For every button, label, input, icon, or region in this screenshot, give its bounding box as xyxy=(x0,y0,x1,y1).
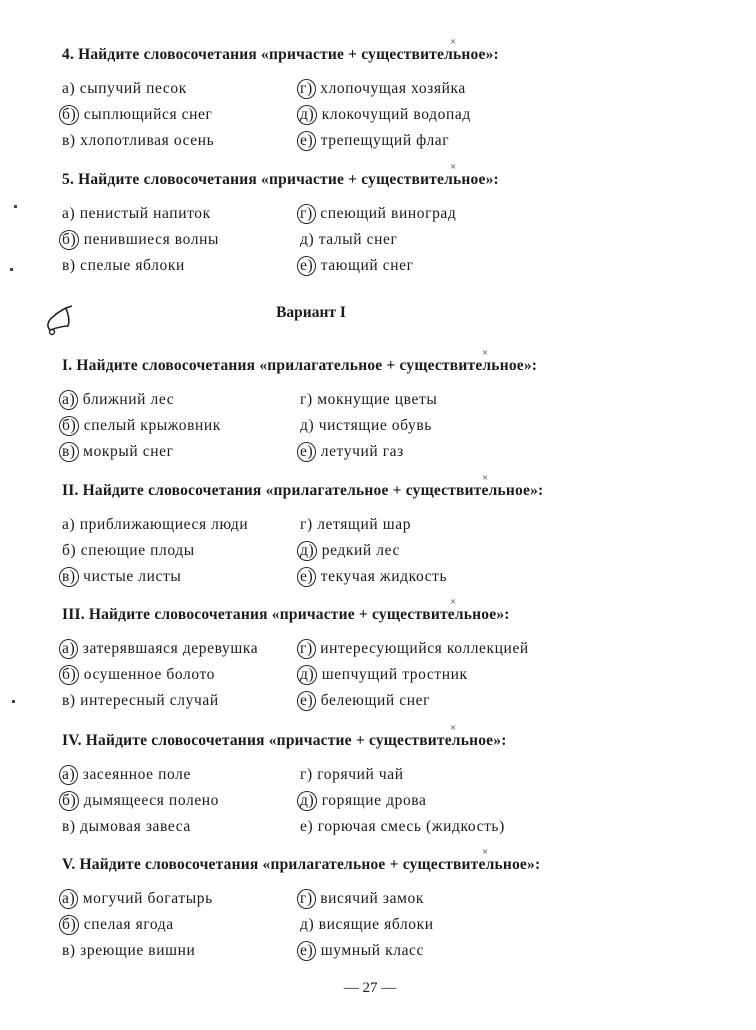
answer-row xyxy=(62,762,582,788)
circled-option-letter: в) xyxy=(59,442,79,462)
handwritten-x-mark-icon: × xyxy=(450,161,457,173)
option-text: текучая жидкость xyxy=(320,568,448,585)
answer-row xyxy=(62,439,582,465)
option-text: белеющий снег xyxy=(320,692,431,709)
option-text: дымовая завеса xyxy=(80,818,191,835)
option-text: ближний лес xyxy=(82,391,175,408)
option-text: осушенное болото xyxy=(83,666,216,683)
circled-option-letter: г) xyxy=(297,79,316,99)
option-text: висящие яблоки xyxy=(318,916,434,933)
option-letter: в) xyxy=(62,942,76,959)
answer-option[interactable] xyxy=(300,201,456,227)
answer-row xyxy=(62,387,582,413)
exercise-section xyxy=(62,347,582,465)
answer-option[interactable] xyxy=(300,512,411,538)
answer-row xyxy=(62,538,582,564)
variant-title: Вариант I xyxy=(276,304,346,321)
answer-option[interactable] xyxy=(300,814,505,840)
option-text: горячий чай xyxy=(317,766,404,783)
circled-option-letter: б) xyxy=(59,416,79,436)
answer-row xyxy=(62,201,582,227)
answer-option[interactable] xyxy=(62,788,219,814)
answer-option[interactable] xyxy=(300,253,414,279)
option-text: редкий лес xyxy=(321,542,400,559)
exercise-heading-text: II. Найдите словосочетания «прилагательное + существительное»: xyxy=(62,482,544,499)
option-text: хлопочущая хозяйка xyxy=(320,80,466,97)
answer-row xyxy=(62,253,582,279)
answer-option[interactable] xyxy=(300,413,432,439)
answer-row xyxy=(62,128,582,154)
exercise-heading xyxy=(62,161,582,192)
circled-option-letter: а) xyxy=(59,889,78,909)
option-text: висячий замок xyxy=(320,890,424,907)
answer-option[interactable] xyxy=(62,201,211,227)
circled-option-letter: б) xyxy=(59,915,79,935)
exercise-heading-text: V. Найдите словосочетания «прилагательное + существительное»: xyxy=(62,856,541,873)
answer-option[interactable] xyxy=(62,938,195,964)
option-text: дымящееся полено xyxy=(83,792,220,809)
option-text: сыплющийся снег xyxy=(83,106,213,123)
option-text: интересный случай xyxy=(80,692,219,709)
circled-option-letter: г) xyxy=(297,639,316,659)
option-text: приближающиеся люди xyxy=(79,516,249,533)
answer-option[interactable] xyxy=(300,886,424,912)
circled-option-letter: б) xyxy=(59,791,79,811)
exercise-heading-text: 5. Найдите словосочетания «причастие + существительное»: xyxy=(62,171,499,188)
circled-option-letter: а) xyxy=(59,639,78,659)
option-text: клокочущий водопад xyxy=(321,106,471,123)
option-text: шумный класс xyxy=(320,942,425,959)
answer-row xyxy=(62,76,582,102)
answer-row xyxy=(62,662,582,688)
answer-option[interactable] xyxy=(62,662,215,688)
answer-option[interactable] xyxy=(62,814,191,840)
answer-row xyxy=(62,938,582,964)
handwritten-x-mark-icon: × xyxy=(482,846,489,858)
option-text: спелая ягода xyxy=(83,916,174,933)
option-text: талый снег xyxy=(318,231,398,248)
option-text: летящий шар xyxy=(317,516,412,533)
answer-row xyxy=(62,912,582,938)
answer-option[interactable] xyxy=(62,512,248,538)
handwritten-x-mark-icon: × xyxy=(450,36,457,48)
circled-option-letter: а) xyxy=(59,390,78,410)
answer-option[interactable] xyxy=(62,128,214,154)
option-letter: д) xyxy=(300,916,315,933)
option-letter: д) xyxy=(300,231,315,248)
exercise-heading-text: III. Найдите словосочетания «причастие + существительное»: xyxy=(62,606,510,623)
answer-row xyxy=(62,688,582,714)
scan-speck xyxy=(12,700,15,703)
option-text: спеющий виноград xyxy=(320,205,457,222)
option-text: пенившиеся волны xyxy=(83,231,219,248)
answer-option[interactable] xyxy=(300,662,468,688)
answer-option[interactable] xyxy=(300,938,424,964)
circled-option-letter: б) xyxy=(59,665,79,685)
option-text: чистые листы xyxy=(83,568,182,585)
circled-option-letter: е) xyxy=(297,256,316,276)
answer-row xyxy=(62,788,582,814)
option-letter: г) xyxy=(300,391,313,408)
option-text: трепещущий флаг xyxy=(320,132,450,149)
option-text: засеянное поле xyxy=(82,766,191,783)
answer-option[interactable] xyxy=(300,387,437,413)
option-letter: а) xyxy=(62,80,76,97)
option-letter: г) xyxy=(300,516,313,533)
answer-option[interactable] xyxy=(300,564,447,590)
circled-option-letter: д) xyxy=(297,105,317,125)
answer-option[interactable] xyxy=(62,253,185,279)
option-letter: в) xyxy=(62,132,76,149)
exercise-heading xyxy=(62,472,582,503)
option-text: интересующийся коллекцией xyxy=(320,640,529,657)
circled-option-letter: а) xyxy=(59,765,78,785)
answer-row xyxy=(62,886,582,912)
answer-row xyxy=(62,227,582,253)
answer-option[interactable] xyxy=(300,76,466,102)
option-text: спеющие плоды xyxy=(80,542,195,559)
option-text: могучий богатырь xyxy=(82,890,213,907)
option-letter: д) xyxy=(300,417,315,434)
option-text: спелые яблоки xyxy=(80,257,185,274)
answer-option[interactable] xyxy=(62,439,174,465)
option-text: спелый крыжовник xyxy=(83,417,221,434)
option-text: зреющие вишни xyxy=(80,942,196,959)
option-text: шепчущий тростник xyxy=(321,666,468,683)
answer-option[interactable] xyxy=(300,636,529,662)
answer-option[interactable] xyxy=(300,128,449,154)
option-letter: б) xyxy=(62,542,77,559)
answer-option[interactable] xyxy=(62,564,181,590)
option-letter: е) xyxy=(300,818,314,835)
answer-option[interactable] xyxy=(300,912,434,938)
answer-option[interactable] xyxy=(300,439,404,465)
circled-option-letter: б) xyxy=(59,230,79,250)
exercise-section xyxy=(62,472,582,590)
option-text: сыпучий песок xyxy=(79,80,187,97)
answer-option[interactable] xyxy=(62,387,174,413)
answer-row xyxy=(62,814,582,840)
exercise-section xyxy=(62,36,582,154)
option-text: пенистый напиток xyxy=(79,205,211,222)
exercise-heading xyxy=(62,36,582,67)
option-letter: а) xyxy=(62,205,76,222)
option-text: мокрый снег xyxy=(83,443,174,460)
scan-speck xyxy=(10,268,13,271)
answer-option[interactable] xyxy=(62,636,258,662)
exercise-heading xyxy=(62,722,582,753)
option-text: хлопотливая осень xyxy=(80,132,215,149)
exercise-heading xyxy=(62,347,582,378)
answer-option[interactable] xyxy=(300,788,427,814)
option-letter: а) xyxy=(62,516,76,533)
answer-option[interactable] xyxy=(62,102,212,128)
option-letter: в) xyxy=(62,257,76,274)
option-letter: в) xyxy=(62,692,76,709)
exercise-heading-text: 4. Найдите словосочетания «причастие + существительное»: xyxy=(62,46,499,63)
scan-speck xyxy=(14,205,17,208)
answer-option[interactable] xyxy=(62,762,191,788)
option-letter: г) xyxy=(300,766,313,783)
exercise-section xyxy=(62,722,582,840)
circled-option-letter: г) xyxy=(297,204,316,224)
page-number: — 27 — xyxy=(343,980,397,996)
option-letter: в) xyxy=(62,818,76,835)
circled-option-letter: д) xyxy=(297,665,317,685)
option-text: затерявшаяся деревушка xyxy=(82,640,259,657)
answer-option[interactable] xyxy=(300,538,400,564)
answer-option[interactable] xyxy=(62,227,219,253)
answer-option[interactable] xyxy=(62,886,213,912)
option-text: горючая смесь (жидкость) xyxy=(317,818,505,835)
answer-option[interactable] xyxy=(62,538,195,564)
answer-row xyxy=(62,512,582,538)
handwritten-x-mark-icon: × xyxy=(450,596,457,608)
answer-option[interactable] xyxy=(300,227,397,253)
exercise-heading-text: IV. Найдите словосочетания «причастие + существительное»: xyxy=(62,732,507,749)
answer-option[interactable] xyxy=(62,688,219,714)
circled-option-letter: д) xyxy=(297,791,317,811)
answer-option[interactable] xyxy=(62,76,187,102)
circled-option-letter: е) xyxy=(297,941,316,961)
exercise-section xyxy=(62,846,582,964)
option-text: горящие дрова xyxy=(321,792,427,809)
circled-option-letter: е) xyxy=(297,567,316,587)
handwritten-x-mark-icon: × xyxy=(450,722,457,734)
answer-row xyxy=(62,102,582,128)
answer-row xyxy=(62,413,582,439)
exercise-section xyxy=(62,161,582,279)
exercise-heading xyxy=(62,596,582,627)
answer-option[interactable] xyxy=(300,762,404,788)
circled-option-letter: е) xyxy=(297,131,316,151)
answer-option[interactable] xyxy=(300,102,471,128)
exercise-section xyxy=(62,596,582,714)
answer-option[interactable] xyxy=(300,688,430,714)
exercise-heading xyxy=(62,846,582,877)
option-text: летучий газ xyxy=(320,443,404,460)
circled-option-letter: д) xyxy=(297,541,317,561)
answer-row xyxy=(62,564,582,590)
circled-option-letter: г) xyxy=(297,889,316,909)
circled-option-letter: б) xyxy=(59,105,79,125)
circled-option-letter: е) xyxy=(297,691,316,711)
handwritten-x-mark-icon: × xyxy=(482,472,489,484)
circled-option-letter: е) xyxy=(297,442,316,462)
answer-row xyxy=(62,636,582,662)
handwritten-x-mark-icon: × xyxy=(482,347,489,359)
option-text: тающий снег xyxy=(320,257,414,274)
option-text: мокнущие цветы xyxy=(317,391,438,408)
answer-option[interactable] xyxy=(62,912,174,938)
circled-option-letter: в) xyxy=(59,567,79,587)
answer-option[interactable] xyxy=(62,413,221,439)
option-text: чистящие обувь xyxy=(318,417,432,434)
exercise-heading-text: I. Найдите словосочетания «прилагательное + существительное»: xyxy=(62,357,538,374)
